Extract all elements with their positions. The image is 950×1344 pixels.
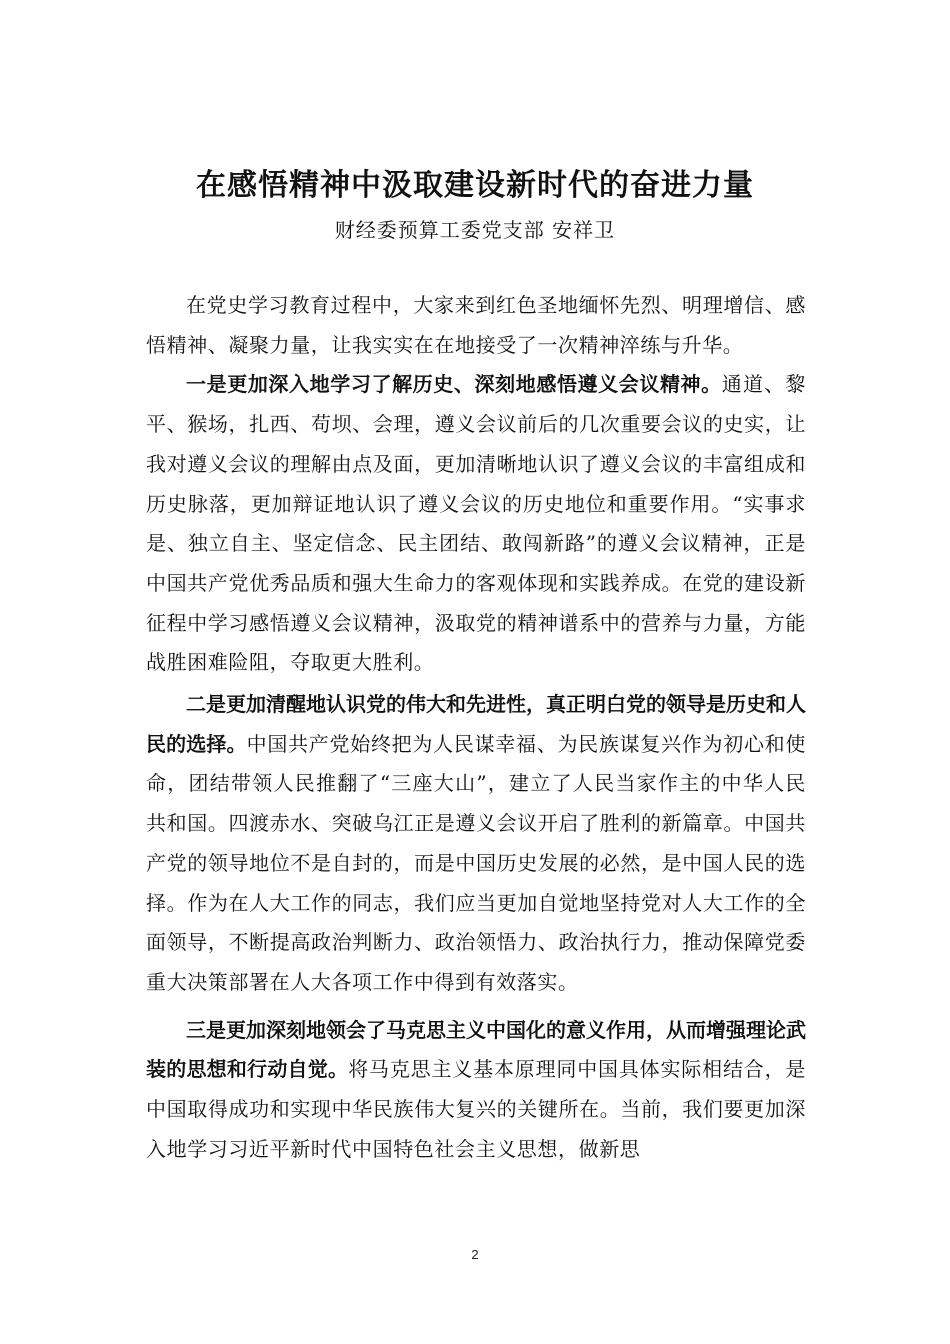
page-number: 2	[471, 1247, 479, 1262]
paragraph-lead: 一是更加深入地学习了解历史、深刻地感悟遵义会议精神。	[186, 372, 722, 397]
paragraph-text: 中国共产党始终把为人民谋幸福、为民族谋复兴作为初心和使命，团结带领人民推翻了“三座大山”，建立了人民当家作主的中华人民共和国。四渡赤水、突破乌江正是遵义会议开启了胜利的新篇章。中国共产党的领导地位不是自封的，而是中国历史发展的必然，是中国人民的选择。作为在人大工作的同志，我们应当更加自觉地坚持党对人大工作的全面领导，不断提高政治判断力、政治领悟力、政治执行力，推动保障党委重大决策部署在人大各项工作中得到有效落实。	[146, 731, 807, 994]
paragraph-point-two	[146, 685, 806, 1003]
paragraph-point-three	[146, 1011, 806, 1170]
document-body	[146, 286, 806, 1169]
document-author: 财经委预算工委党支部 安祥卫	[334, 218, 616, 242]
paragraph-point-one	[146, 365, 806, 683]
paragraph-lead: 三是更加深刻地领会了马克思主义中国化的意义作用，从而增强理论武装的思想和行动自觉。	[146, 1017, 806, 1082]
paragraph-text: 通道、黎平、猴场，扎西、苟坝、会理，遵义会议前后的几次重要会议的史实，让我对遵义会议的理解由点及面，更加清晰地认识了遵义会议的丰富组成和历史脉落，更加辩证地认识了遵义会议的历史地位和重要作用。“实事求是、独立自主、坚定信念、民主团结、敢闯新路”的遵义会议精神，正是中国共产党优秀品质和强大生命力的客观体现和实践养成。在党的建设新征程中学习感悟遵义会议精神，汲取党的精神谱系中的营养与力量，方能战胜困难险阻，夺取更大胜利。	[146, 372, 807, 675]
paragraph-text: 将马克思主义基本原理同中国具体实际相结合，是中国取得成功和实现中华民族伟大复兴的关键所在。当前，我们要更加深入地学习习近平新时代中国特色社会主义思想，做新思	[146, 1057, 807, 1161]
paragraph-intro	[146, 286, 806, 365]
document-title: 在感悟精神中汲取建设新时代的奋进力量	[196, 168, 754, 203]
paragraph-text: 在党史学习教育过程中，大家来到红色圣地缅怀先烈、明理增信、感悟精神、凝聚力量，让我实实在在地接受了一次精神淬练与升华。	[146, 293, 806, 357]
paragraph-lead: 二是更加清醒地认识党的伟大和先进性，真正明白党的领导是历史和人民的选择。	[146, 692, 806, 756]
